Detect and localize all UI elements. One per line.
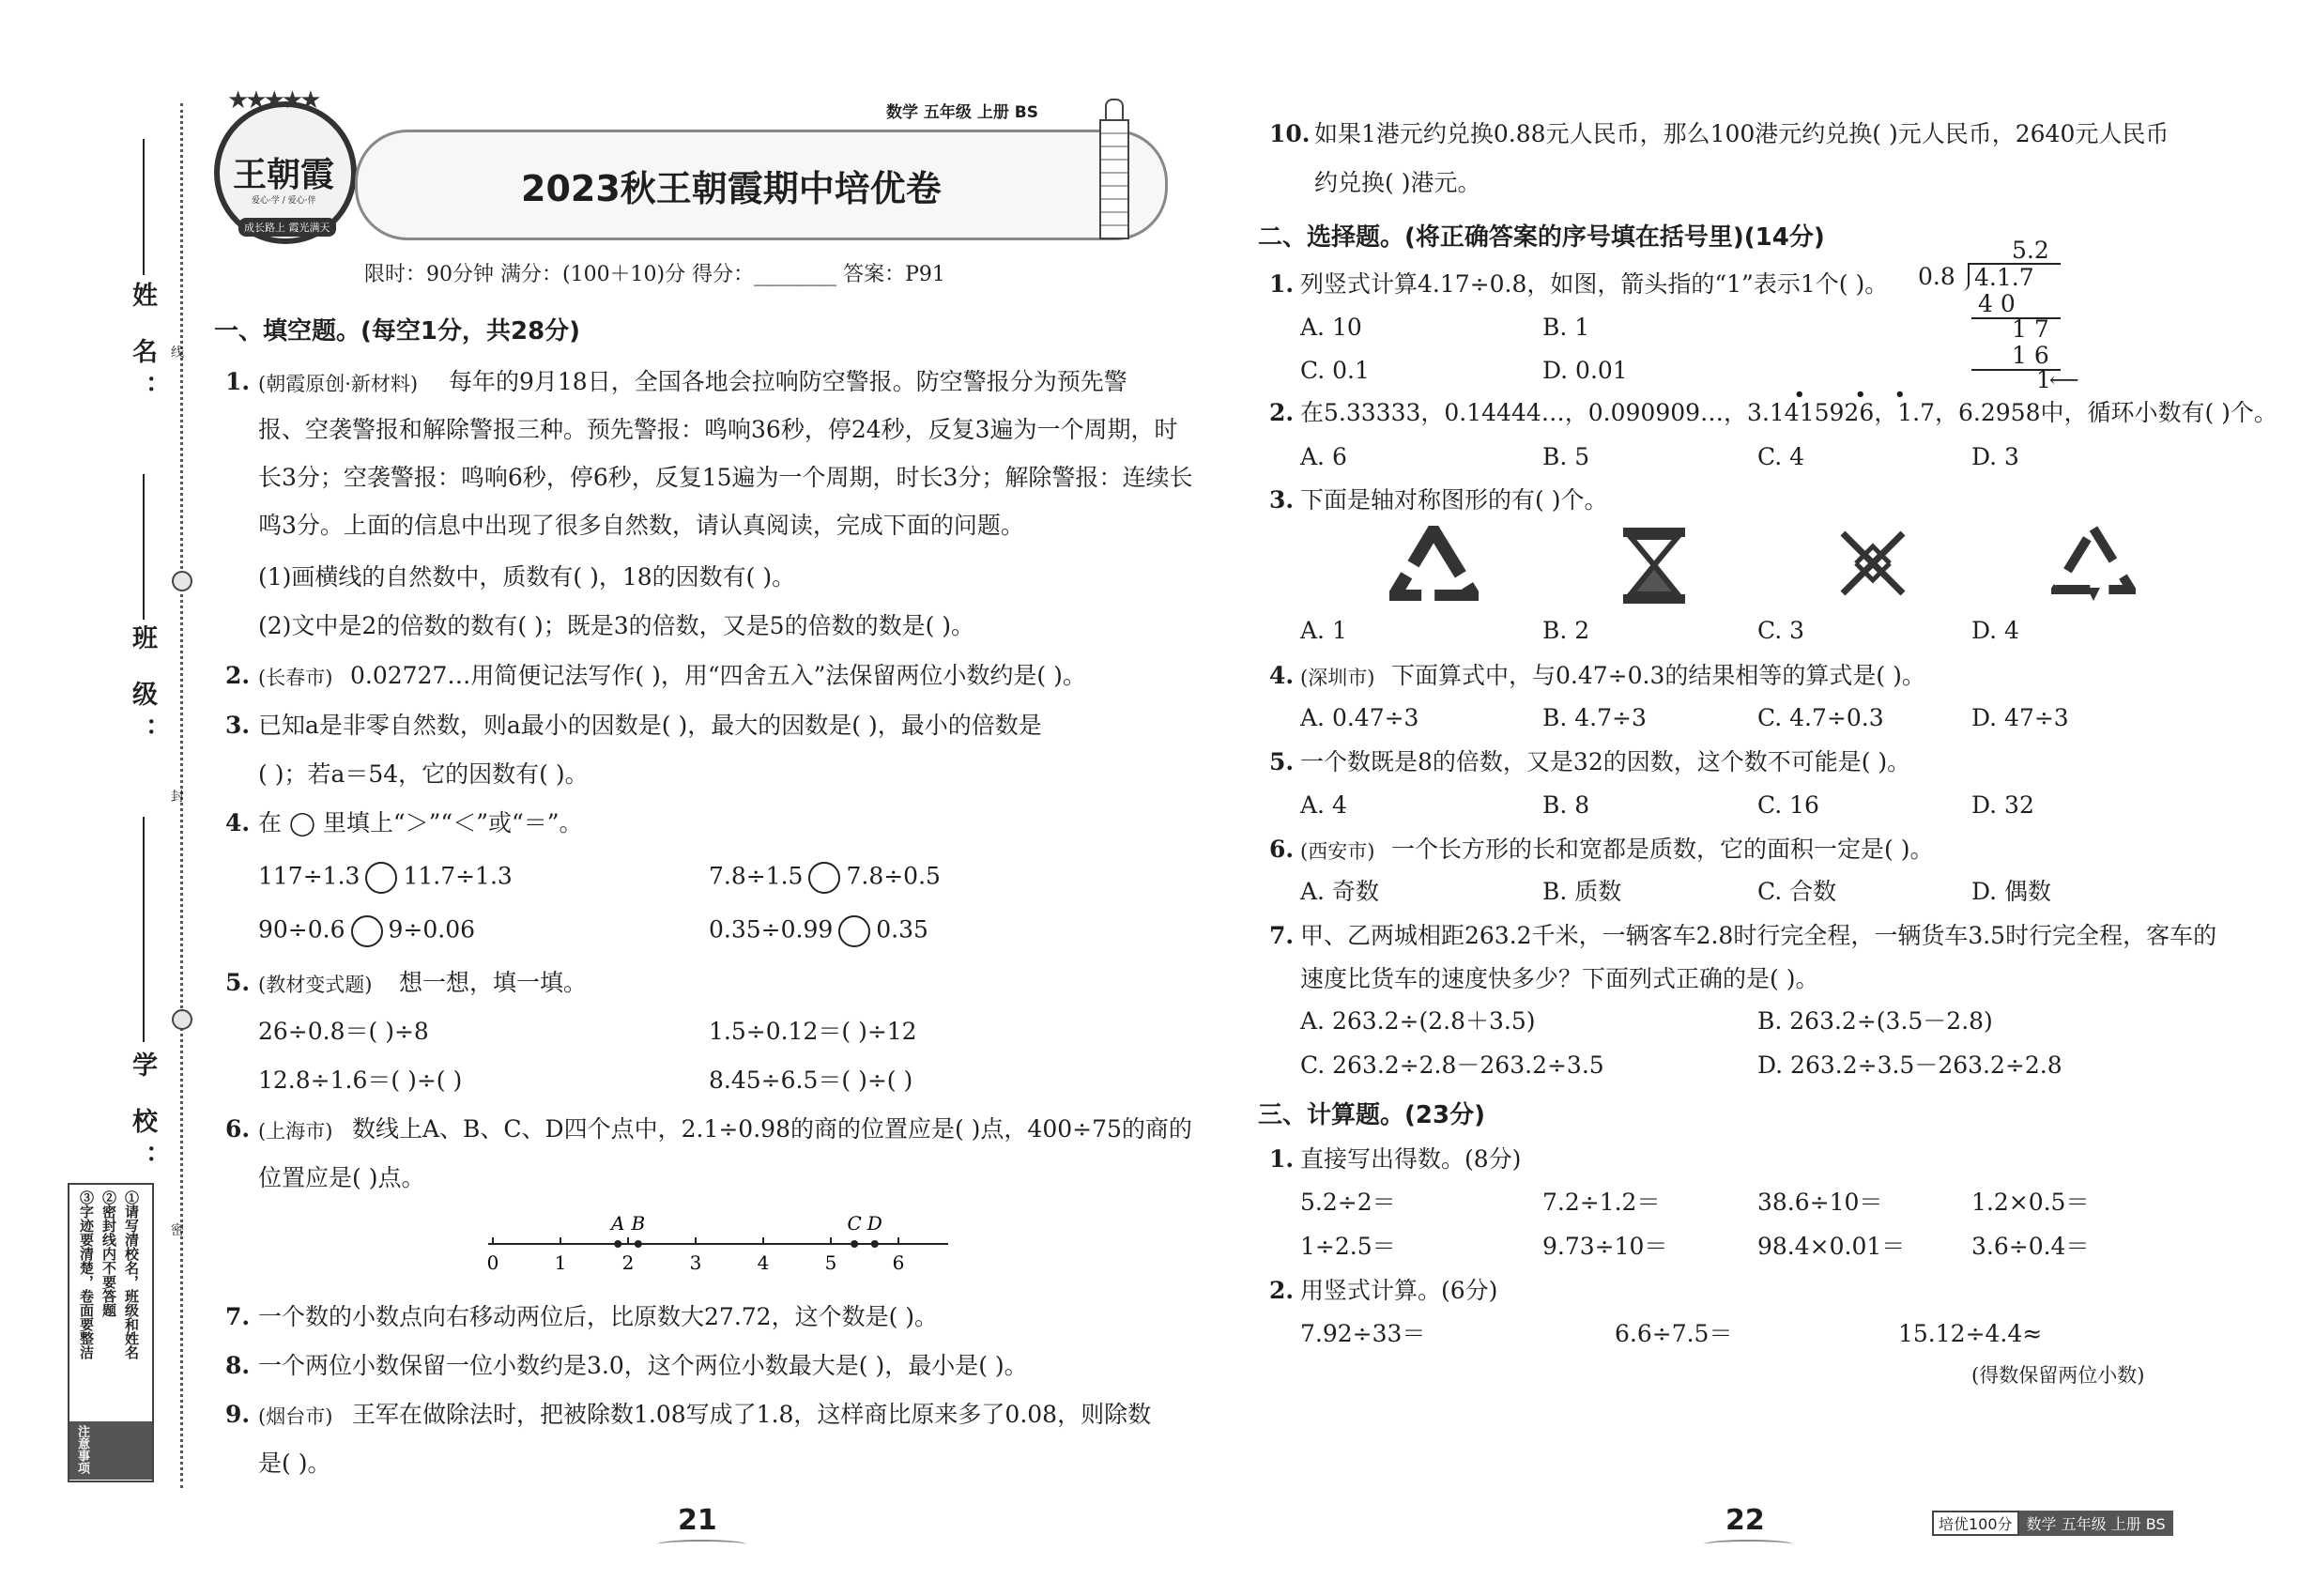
division-row: 1 bbox=[2036, 366, 2051, 393]
number-line-point bbox=[851, 1240, 858, 1248]
q10-line2[interactable]: 约兑换( )港元。 bbox=[1314, 169, 1481, 196]
option[interactable]: B. 质数 bbox=[1542, 878, 1622, 905]
page-title: 2023秋王朝霞期中培优卷 bbox=[521, 168, 942, 209]
number-line-point bbox=[871, 1240, 879, 1248]
q-number: 7. bbox=[1269, 922, 1295, 949]
option[interactable]: D. 263.2÷3.5－263.2÷2.8 bbox=[1757, 1051, 2062, 1079]
q6-line1[interactable]: 数线上A、B、C、D四个点中，2.1÷0.98的商的位置应是( )点，400÷75的商的 bbox=[352, 1115, 1192, 1143]
option[interactable]: A. 4 bbox=[1300, 791, 1347, 819]
q5-item[interactable]: 12.8÷1.6＝( )÷( ) bbox=[258, 1067, 463, 1094]
compare-item: 0.35÷0.99 0.35 bbox=[709, 915, 928, 947]
q5-text: 想一想，填一填。 bbox=[399, 969, 588, 996]
s2-q1-text[interactable]: 列竖式计算4.17÷0.8，如图，箭头指的“1”表示1个( )。 bbox=[1300, 270, 1889, 298]
section-heading: 三、计算题。(23分) bbox=[1258, 1101, 1485, 1129]
q-number: 1. bbox=[1269, 1145, 1295, 1173]
s3-q1-text: 直接写出得数。(8分) bbox=[1300, 1145, 1522, 1173]
option[interactable]: C. 4.7÷0.3 bbox=[1757, 704, 1884, 731]
option[interactable]: A. 6 bbox=[1300, 443, 1347, 470]
division-divisor: 0.8 bbox=[1918, 263, 1955, 290]
section-heading: 一、填空题。(每空1分，共28分) bbox=[214, 317, 581, 345]
q9-line2[interactable]: 是( )。 bbox=[258, 1450, 331, 1477]
number-line-tick-label: 0 bbox=[486, 1251, 499, 1274]
cross-arrows-icon bbox=[1835, 526, 1910, 601]
q-number: 8. bbox=[225, 1352, 251, 1379]
q-tag: (朝霞原创·新材料) bbox=[258, 373, 419, 395]
option[interactable]: B. 2 bbox=[1542, 617, 1590, 644]
calc-item[interactable]: 7.2÷1.2＝ bbox=[1542, 1189, 1661, 1216]
option[interactable]: D. 3 bbox=[1971, 443, 2019, 470]
q1-line1: 每年的9月18日，全国各地会拉响防空警报。防空警报分为预先警 bbox=[449, 368, 1127, 395]
option[interactable]: D. 4 bbox=[1971, 617, 2019, 644]
q-number: 1. bbox=[1269, 270, 1295, 298]
q2-text[interactable]: 0.02727…用简便记法写作( )，用“四舍五入”法保留两位小数约是( )。 bbox=[350, 662, 1086, 689]
number-line-point-label: C bbox=[847, 1212, 862, 1235]
q-tag: (上海市) bbox=[258, 1120, 333, 1143]
q-tag: (深圳市) bbox=[1300, 667, 1375, 689]
option[interactable]: A. 0.47÷3 bbox=[1300, 704, 1419, 731]
number-line-point-label: A bbox=[610, 1212, 625, 1235]
number-line-point bbox=[614, 1240, 621, 1248]
q5-item[interactable]: 1.5÷0.12＝( )÷12 bbox=[709, 1018, 917, 1045]
name-label: 姓 名： bbox=[128, 282, 157, 412]
option[interactable]: D. 32 bbox=[1971, 791, 2034, 819]
q-number: 10. bbox=[1269, 120, 1311, 147]
notice-item-1: ①请写清校名，班级和姓名 bbox=[123, 1190, 140, 1359]
class-line[interactable] bbox=[143, 474, 145, 620]
number-line-point-label: D bbox=[866, 1212, 882, 1235]
q-number: 2. bbox=[1269, 399, 1295, 426]
compare-circle[interactable] bbox=[365, 862, 397, 894]
q-number: 5. bbox=[225, 969, 251, 996]
school-label: 学 校： bbox=[128, 1051, 157, 1182]
q10-line1[interactable]: 如果1港元约兑换0.88元人民币，那么100港元约兑换( )元人民币，2640元人民币 bbox=[1314, 120, 2170, 147]
calc-item[interactable]: 15.12÷4.4≈ bbox=[1898, 1320, 2043, 1347]
q-number: 2. bbox=[225, 662, 251, 689]
number-line-tick-label: 1 bbox=[554, 1251, 567, 1274]
stars-icon: ★★★★★ bbox=[227, 86, 318, 115]
q7-text[interactable]: 一个数的小数点向右移动两位后，比原数大27.72，这个数是( )。 bbox=[258, 1303, 939, 1330]
option[interactable]: C. 16 bbox=[1757, 791, 1819, 819]
division-row: 4 0 bbox=[1978, 290, 2016, 317]
subject-line: 数学 五年级 上册 BS bbox=[886, 103, 1038, 122]
number-line-tick-label: 3 bbox=[689, 1251, 702, 1274]
option[interactable]: C. 3 bbox=[1757, 617, 1805, 644]
arrow-left-icon: ⟵ bbox=[2049, 369, 2079, 392]
number-line-tick-label: 4 bbox=[757, 1251, 770, 1274]
recycle-arrows-icon bbox=[2051, 524, 2136, 604]
division-row: 1 6 bbox=[2012, 342, 2049, 369]
q-number: 6. bbox=[225, 1115, 251, 1143]
q1-sub2[interactable]: (2)文中是2的倍数的数有( )；既是3的倍数，又是5的倍数的数是( )。 bbox=[258, 612, 975, 639]
q-number: 6. bbox=[1269, 836, 1295, 863]
number-line-point-label: B bbox=[631, 1212, 646, 1235]
class-label: 班 级： bbox=[128, 624, 157, 755]
number-line-tick-label: 6 bbox=[892, 1251, 905, 1274]
option[interactable]: D. 偶数 bbox=[1971, 878, 2052, 905]
q1-line2: 报、空袭警报和解除警报三种。预先警报：鸣响36秒，停24秒，反复3遍为一个周期，时 bbox=[258, 416, 1178, 443]
rounding-note: (得数保留两位小数) bbox=[1971, 1364, 2145, 1387]
s2-q7-line2[interactable]: 速度比货车的速度快多少？下面列式正确的是( )。 bbox=[1300, 965, 1819, 992]
brand-logo bbox=[214, 86, 357, 244]
page-swoosh bbox=[657, 1540, 746, 1549]
repeat-dot: • bbox=[1794, 385, 1805, 405]
option[interactable]: A. 奇数 bbox=[1300, 878, 1379, 905]
option[interactable]: A. 1 bbox=[1300, 617, 1347, 644]
hourglass-icon bbox=[1621, 526, 1687, 606]
number-line-point bbox=[635, 1240, 642, 1248]
q-number: 9. bbox=[225, 1401, 251, 1428]
compare-item: 117÷1.3 11.7÷1.3 bbox=[258, 862, 513, 894]
name-line[interactable] bbox=[143, 139, 145, 275]
notice-item-3: ③字迹要清楚，卷面要整洁 bbox=[78, 1190, 95, 1359]
q6-line2[interactable]: 位置应是( )点。 bbox=[258, 1164, 425, 1191]
compare-circle[interactable] bbox=[838, 915, 870, 947]
logo-text: 王朝霞 bbox=[233, 156, 335, 194]
calc-item[interactable]: 5.2÷2＝ bbox=[1300, 1189, 1396, 1216]
logo-small: 爱心·学 / 爱心·伴 bbox=[252, 196, 316, 206]
q-number: 3. bbox=[225, 712, 251, 739]
number-line-tick-label: 2 bbox=[621, 1251, 635, 1274]
option[interactable]: A. 10 bbox=[1300, 314, 1362, 341]
q1-sub1[interactable]: (1)画横线的自然数中，质数有( )，18的因数有( )。 bbox=[258, 563, 796, 591]
calc-item[interactable]: 9.73÷10＝ bbox=[1542, 1233, 1668, 1260]
q-number: 7. bbox=[225, 1303, 251, 1330]
q-tag: (烟台市) bbox=[258, 1405, 333, 1428]
q-tag: (西安市) bbox=[1300, 840, 1375, 863]
page-number-left: 21 bbox=[678, 1504, 717, 1537]
school-line[interactable] bbox=[143, 817, 145, 1042]
option[interactable]: C. 4 bbox=[1757, 443, 1805, 470]
compare-item: 90÷0.6 9÷0.06 bbox=[258, 915, 475, 947]
q4-text: 在 ◯ 里填上“＞”“＜”或“＝”。 bbox=[258, 809, 583, 836]
q-number: 4. bbox=[1269, 662, 1295, 689]
recycle-triangle-icon bbox=[1389, 526, 1479, 601]
cut-mark-2: 封 bbox=[171, 790, 184, 805]
q9-line1: 王军在做除法时，把被除数1.08写成了1.8，这样商比原来多了0.08，则除数 bbox=[352, 1401, 1152, 1428]
page-number-right: 22 bbox=[1725, 1504, 1765, 1537]
notice-box bbox=[68, 1183, 154, 1482]
repeat-dot: • bbox=[1855, 385, 1866, 405]
q-number: 4. bbox=[225, 809, 251, 836]
calc-item[interactable]: 98.4×0.01＝ bbox=[1757, 1233, 1906, 1260]
option[interactable]: B. 4.7÷3 bbox=[1542, 704, 1647, 731]
binding-ring-icon bbox=[172, 1009, 192, 1030]
division-row: 1 7 bbox=[2012, 315, 2049, 343]
q3-line2[interactable]: ( )；若a＝54，它的因数有( )。 bbox=[258, 760, 589, 788]
page-swoosh bbox=[1704, 1540, 1793, 1549]
division-dividend: 4.1.7 bbox=[1974, 264, 2034, 291]
option[interactable]: C. 合数 bbox=[1757, 878, 1837, 905]
division-quotient: 5.2 bbox=[2012, 237, 2049, 264]
long-division-figure bbox=[1918, 235, 2079, 393]
q5-item[interactable]: 26÷0.8＝( )÷8 bbox=[258, 1018, 429, 1045]
compare-item: 7.8÷1.5 7.8÷0.5 bbox=[709, 862, 941, 894]
option[interactable]: C. 0.1 bbox=[1300, 357, 1370, 384]
q1-line3: 长3分；空袭警报：鸣响6秒，停6秒，反复15遍为一个周期，时长3分；解除警报：连续长 bbox=[258, 464, 1193, 491]
s2-q7-line1: 甲、乙两城相距263.2千米，一辆客车2.8时行完全程，一辆货车3.5时行完全程，客车的 bbox=[1300, 922, 2217, 949]
q5-item[interactable]: 8.45÷6.5＝( )÷( ) bbox=[709, 1067, 913, 1094]
s2-q3-text[interactable]: 下面是轴对称图形的有( )个。 bbox=[1300, 486, 1608, 514]
calc-item[interactable]: 3.6÷0.4＝ bbox=[1971, 1233, 2090, 1260]
brand-subject: 数学 五年级 上册 BS bbox=[2019, 1511, 2173, 1536]
option[interactable]: B. 8 bbox=[1542, 791, 1590, 819]
calc-item[interactable]: 6.6÷7.5＝ bbox=[1615, 1320, 1733, 1347]
q-tag: (教材变式题) bbox=[258, 974, 373, 996]
compare-circle[interactable] bbox=[351, 915, 383, 947]
notice-item-2: ②密封线内不要答题 bbox=[100, 1190, 117, 1317]
s2-q2-text[interactable]: 在5.33333，0.14444…，0.090909…，3.1415926，1.7，6.2958中，循环小数有( )个。 bbox=[1300, 399, 2277, 426]
logo-sub: 成长路上 霞光满天 bbox=[238, 218, 336, 237]
q8-text[interactable]: 一个两位小数保留一位小数约是3.0，这个两位小数最大是( )，最小是( )。 bbox=[258, 1352, 1028, 1379]
number-line-tick-label: 5 bbox=[824, 1251, 837, 1274]
q-number: 1. bbox=[225, 368, 251, 395]
brand-label: 培优100分 bbox=[1932, 1511, 2019, 1536]
q-number: 5. bbox=[1269, 748, 1295, 775]
calc-item[interactable]: 7.92÷33＝ bbox=[1300, 1320, 1426, 1347]
s3-q2-text: 用竖式计算。(6分) bbox=[1300, 1277, 1498, 1304]
section-heading: 二、选择题。(将正确答案的序号填在括号里)(14分) bbox=[1258, 223, 1825, 252]
option[interactable]: C. 263.2÷2.8－263.2÷3.5 bbox=[1300, 1051, 1604, 1079]
compare-circle[interactable] bbox=[808, 862, 840, 894]
option[interactable]: A. 263.2÷(2.8＋3.5) bbox=[1300, 1007, 1536, 1035]
q3-line1[interactable]: 已知a是非零自然数，则a最小的因数是( )，最大的因数是( )，最小的倍数是 bbox=[258, 712, 1042, 739]
s2-q5-text[interactable]: 一个数既是8的倍数，又是32的因数，这个数不可能是( )。 bbox=[1300, 748, 1911, 775]
q-number: 3. bbox=[1269, 486, 1295, 514]
number-line bbox=[469, 1211, 958, 1277]
option[interactable]: B. 263.2÷(3.5－2.8) bbox=[1757, 1007, 1993, 1035]
exam-info: 限时：90分钟 满分：(100＋10)分 得分：________ 答案：P91 bbox=[364, 263, 945, 286]
calc-item[interactable]: 1.2×0.5＝ bbox=[1971, 1189, 2090, 1216]
lighthouse-icon bbox=[1094, 99, 1131, 239]
option[interactable]: D. 0.01 bbox=[1542, 357, 1628, 384]
cut-mark-1: 线 bbox=[171, 345, 184, 361]
repeat-dot: • bbox=[1894, 385, 1906, 405]
option[interactable]: B. 5 bbox=[1542, 443, 1590, 470]
binding-ring-icon bbox=[172, 571, 192, 591]
footer-brand bbox=[1932, 1511, 2173, 1535]
q-number: 2. bbox=[1269, 1277, 1295, 1304]
calc-item[interactable]: 38.6÷10＝ bbox=[1757, 1189, 1883, 1216]
notice-title: 注意事项 bbox=[75, 1425, 89, 1474]
option[interactable]: B. 1 bbox=[1542, 314, 1590, 341]
q1-line4: 鸣3分。上面的信息中出现了很多自然数，请认真阅读，完成下面的问题。 bbox=[258, 512, 1024, 539]
s2-q4-text[interactable]: 下面算式中，与0.47÷0.3的结果相等的算式是( )。 bbox=[1391, 662, 1925, 689]
s2-q6-text[interactable]: 一个长方形的长和宽都是质数，它的面积一定是( )。 bbox=[1391, 836, 1934, 863]
q-tag: (长春市) bbox=[258, 667, 333, 689]
option[interactable]: D. 47÷3 bbox=[1971, 704, 2069, 731]
cut-mark-3: 密 bbox=[171, 1223, 184, 1238]
calc-item[interactable]: 1÷2.5＝ bbox=[1300, 1233, 1396, 1260]
